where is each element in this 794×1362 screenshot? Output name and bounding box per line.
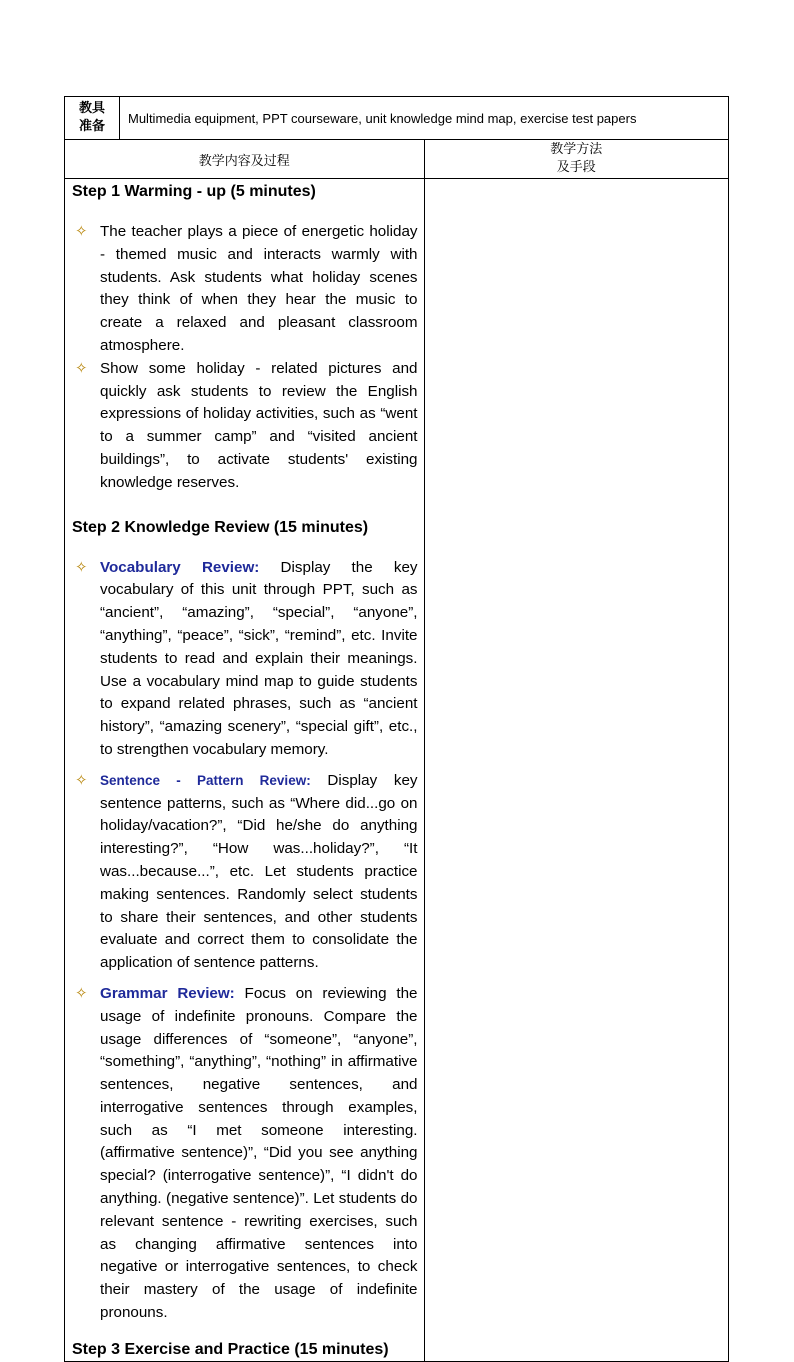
list-item: [72, 770, 418, 975]
bullet-heading: Sentence - Pattern Review:: [100, 772, 311, 788]
list-item: [72, 221, 418, 358]
step-3-title: Step 3 Exercise and Practice (15 minutes): [72, 1340, 389, 1358]
step-1-title: Step 1 Warming - up (5 minutes): [72, 183, 316, 200]
method-header-line1: 教学方法: [550, 142, 603, 157]
bullet-text: Display the key vocabulary of this unit through PPT, such as “ancient”, “amazing”, “special”, “anyone”, “anything”, “peace”, “sick”, “remind”, etc. Invite students to read and explain their meanings. Use a vocabulary mind map to guide students to expand related phrases, such as “ancient history”, “amazing scenery”, “special gift”, etc., to strengthen vocabulary memory.: [100, 558, 418, 758]
step-1-bullets: [72, 221, 418, 495]
materials-label-cell: [65, 97, 120, 140]
materials-label-line1: 教具: [78, 101, 105, 116]
four-pointed-star-icon: ✧: [75, 984, 88, 1002]
bullet-text: Show some holiday - related pictures and quickly ask students to review the English expressions of holiday activities, such as “went to a summer camp” and “visited ancient buildings”, to activate students' existing knowledge reserves.: [100, 359, 418, 491]
materials-label-line2: 准备: [78, 119, 105, 134]
method-header-line2: 及手段: [556, 160, 596, 175]
bullet-text: Display key sentence patterns, such as “Where did...go on holiday/vacation?”, “Did he/she do anything interesting?”, “How was...holiday?”, “It was...because...”, etc. Let students practice making sentences. Randomly select students to share their sentences, and other students evaluate and correct them to consolidate the application of sentence patterns.: [100, 771, 418, 972]
four-pointed-star-icon: ✧: [75, 223, 88, 240]
content-header: 教学内容及过程: [65, 140, 425, 179]
materials-row: [65, 97, 729, 140]
four-pointed-star-icon: ✧: [75, 558, 88, 576]
content-row: [65, 179, 729, 1362]
list-item: [72, 983, 418, 1325]
content-cell: [65, 179, 425, 1362]
materials-text: Multimedia equipment, PPT courseware, unit knowledge mind map, exercise test papers: [120, 97, 729, 140]
bullet-text: The teacher plays a piece of energetic holiday - themed music and interacts warmly with students. Ask students what holiday scenes they think of when they hear the music to create a relaxed and pleasant classroom atmosphere.: [100, 223, 418, 354]
header-row: [65, 140, 729, 179]
lesson-plan-table: [64, 96, 729, 1362]
four-pointed-star-icon: ✧: [75, 771, 88, 789]
bullet-heading: Vocabulary Review:: [100, 558, 260, 576]
four-pointed-star-icon: ✧: [75, 359, 88, 377]
bullet-heading: Grammar Review:: [100, 984, 235, 1002]
method-header: [424, 140, 729, 179]
list-item: [72, 358, 418, 495]
step-2-title: Step 2 Knowledge Review (15 minutes): [72, 518, 369, 536]
step-2-bullets: [72, 557, 418, 1325]
list-item: [72, 557, 418, 762]
method-cell: [424, 179, 729, 1362]
bullet-text: Focus on reviewing the usage of indefinite pronouns. Compare the usage differences of “someone”, “anyone”, “something”, “anything”, “nothing” in affirmative sentences, negative sentences, and interrogative sentences through examples, such as “I met someone interesting. (affirmative sentence)”, “Did you see anything special? (interrogative sentence)”, “I didn't do anything. (negative sentence)”. Let students do relevant sentence - rewriting exercises, such as changing affirmative sentences into negative or interrogative sentences, to check their mastery of the usage of indefinite pronouns.: [100, 984, 418, 1322]
